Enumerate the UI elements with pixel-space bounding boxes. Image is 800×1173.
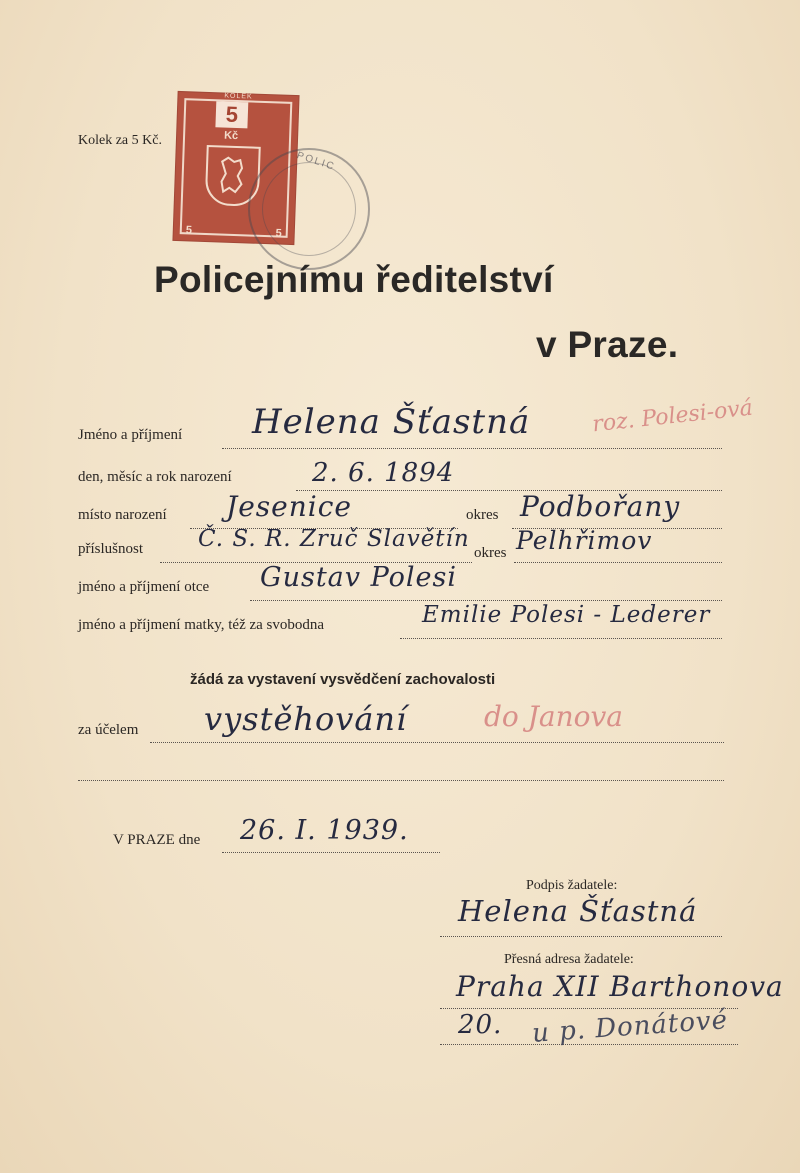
name-label: Jméno a příjmení: [78, 427, 183, 443]
birth-place-value: Jesenice: [226, 490, 352, 523]
name-value: Helena Šťastná: [252, 402, 531, 442]
postmark-ring: [262, 162, 356, 256]
title-line-1: Policejnímu ředitelství: [154, 259, 554, 300]
citizenship-label: příslušnost: [78, 541, 144, 557]
birth-place-label: místo narození: [78, 507, 167, 523]
signature-line: [440, 936, 722, 937]
stamp-corner-right: 5: [275, 227, 282, 240]
citizenship-district-line: [514, 562, 722, 563]
mother-label: jméno a příjmení matky, též za svobodna: [78, 617, 325, 633]
birth-place-district-label: okres: [466, 507, 499, 523]
citizenship-value: Č. S. R. Zruč Slavětín: [198, 526, 470, 552]
mother-line: [400, 638, 722, 639]
request-text: žádá za vystavení vysvědčení zachovalosti: [190, 671, 496, 688]
citizenship-district-value: Pelhřimov: [516, 526, 653, 555]
stamp-label: KOLEK: [224, 92, 253, 101]
mother-value: Emilie Polesi - Lederer: [422, 602, 711, 628]
signature-label: Podpis žadatele:: [526, 878, 618, 893]
father-line: [250, 600, 722, 601]
birth-date-label: den, měsíc a rok narození: [78, 469, 232, 485]
date-line: [222, 852, 440, 853]
date-label: V PRAZE dne: [113, 832, 201, 848]
address-line-2-value: 20.: [458, 1010, 503, 1040]
name-line: [222, 448, 722, 449]
purpose-annotation: do Janova: [484, 700, 624, 733]
fee-note: Kolek za 5 Kč.: [78, 133, 162, 148]
postmark-stamp: [248, 148, 370, 270]
date-value: 26. I. 1939.: [240, 815, 409, 846]
birth-place-district-value: Podbořany: [520, 490, 681, 523]
citizenship-district-label: okres: [474, 545, 507, 561]
stamp-value: 5: [215, 101, 248, 128]
father-label: jméno a příjmení otce: [78, 579, 210, 595]
purpose-line-2: [78, 780, 724, 781]
purpose-value: vystěhování: [204, 700, 408, 738]
title-line-2: v Praze.: [536, 324, 679, 365]
purpose-line: [150, 742, 724, 743]
stamp-corner-left: 5: [185, 224, 193, 237]
postmark-text: POLIC: [295, 150, 337, 173]
father-value: Gustav Polesi: [260, 562, 458, 593]
name-annotation: roz. Polesi-ová: [591, 395, 754, 438]
stamp-currency: Kč: [223, 129, 239, 143]
signature-value: Helena Šťastná: [458, 894, 698, 928]
address-annotation: u p. Donátové: [531, 1005, 729, 1049]
address-line-1-value: Praha XII Barthonova: [456, 970, 784, 1003]
birth-date-value: 2. 6. 1894: [312, 458, 455, 488]
address-label: Přesná adresa žadatele:: [504, 952, 634, 967]
purpose-label: za účelem: [78, 722, 139, 738]
